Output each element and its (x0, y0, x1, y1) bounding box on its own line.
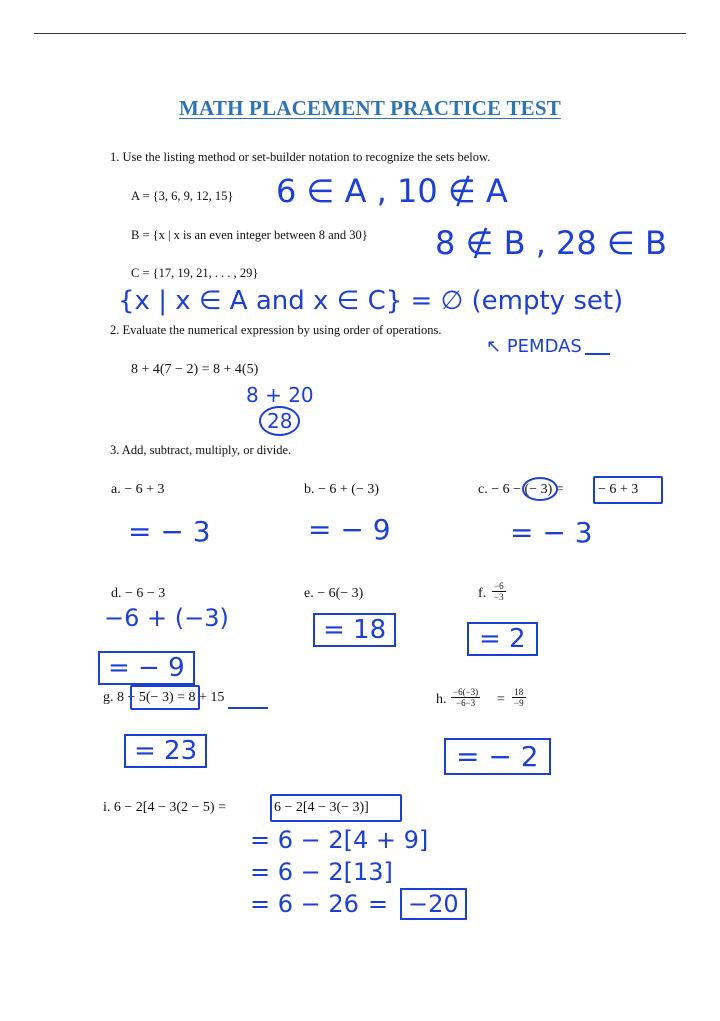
q1-handwritten-a: 6 ∈ A , 10 ∉ A (276, 172, 508, 210)
q3b-problem: b. − 6 + (− 3) (304, 482, 380, 497)
q3i-handwritten-step-3: = 6 − 26 (250, 890, 359, 918)
q2-handwritten-note: ↖ PEMDAS (486, 336, 582, 357)
q3c-handwritten: = − 3 (510, 516, 593, 549)
q3b-handwritten: = − 9 (308, 513, 391, 546)
page-title: MATH PLACEMENT PRACTICE TEST (179, 96, 561, 120)
q3f-label: f. (478, 586, 487, 601)
q3c-problem: c. − 6 − (− 3) = (478, 482, 564, 497)
q3f-numerator: −6 (494, 581, 504, 591)
q3i-handwritten-step-2: = 6 − 2[13] (250, 858, 393, 886)
q2-prompt: 2. Evaluate the numerical expression by using order of operations. (110, 323, 442, 337)
q3d-handwritten-step: −6 + (−3) (104, 604, 229, 632)
q3h-denominator-2: −9 (514, 698, 524, 708)
q1-set-a: A = {3, 6, 9, 12, 15} (131, 189, 234, 203)
q2-pemdas: PEMDAS (506, 336, 582, 357)
q2-expression: 8 + 4(7 − 2) = 8 + 4(5) (131, 362, 259, 377)
q3g-handwritten-answer: = 23 (124, 734, 207, 768)
q3i-handwritten-equals: = (368, 890, 389, 918)
q3i-handwritten-step-1: = 6 − 2[4 + 9] (250, 826, 429, 854)
q2-handwritten-answer: 28 (259, 406, 300, 436)
q3c-circle-mark (523, 478, 557, 500)
q3c-boxed-expression: − 6 + 3 (598, 482, 639, 497)
q2-handwritten-step: 8 + 20 (246, 383, 314, 407)
q3f-denominator: −3 (494, 592, 504, 602)
q3g-problem: g. 8 − 5(− 3) = 8 + 15 (103, 690, 225, 705)
q1-set-b: B = {x | x is an even integer between 8 and 30} (131, 228, 368, 242)
q3h-numerator-1: −6(−3) (453, 687, 479, 697)
q3i-problem: i. 6 − 2[4 − 3(2 − 5) = (103, 800, 226, 815)
q3h-handwritten-answer: = − 2 (444, 738, 551, 775)
q3e-handwritten-answer: = 18 (313, 613, 396, 647)
q3h-equals: = (497, 692, 505, 707)
q3f-handwritten-answer: = 2 (467, 622, 538, 656)
q3i-handwritten-answer: −20 (400, 888, 467, 920)
q1-handwritten-c: {x | x ∈ A and x ∈ C} = ∅ (empty set) (118, 286, 624, 316)
q3i-boxed-expression: 6 − 2[4 − 3(− 3)] (274, 800, 369, 815)
q3-prompt: 3. Add, subtract, multiply, or divide. (110, 443, 292, 457)
q1-set-c: C = {17, 19, 21, . . . , 29} (131, 266, 259, 280)
q3h-numerator-2: 18 (512, 687, 526, 698)
q3e-problem: e. − 6(− 3) (304, 586, 364, 601)
q3h-label: h. (436, 692, 447, 707)
q3h-denominator-1: −6−3 (456, 698, 476, 708)
q3d-handwritten-answer: = − 9 (98, 651, 195, 685)
q3d-problem: d. − 6 − 3 (111, 586, 166, 601)
q3a-handwritten: = − 3 (128, 515, 211, 548)
q3a-problem: a. − 6 + 3 (111, 482, 165, 497)
q1-prompt: 1. Use the listing method or set-builder notation to recognize the sets below. (110, 150, 491, 164)
q1-handwritten-b: 8 ∉ B , 28 ∈ B (435, 224, 667, 262)
